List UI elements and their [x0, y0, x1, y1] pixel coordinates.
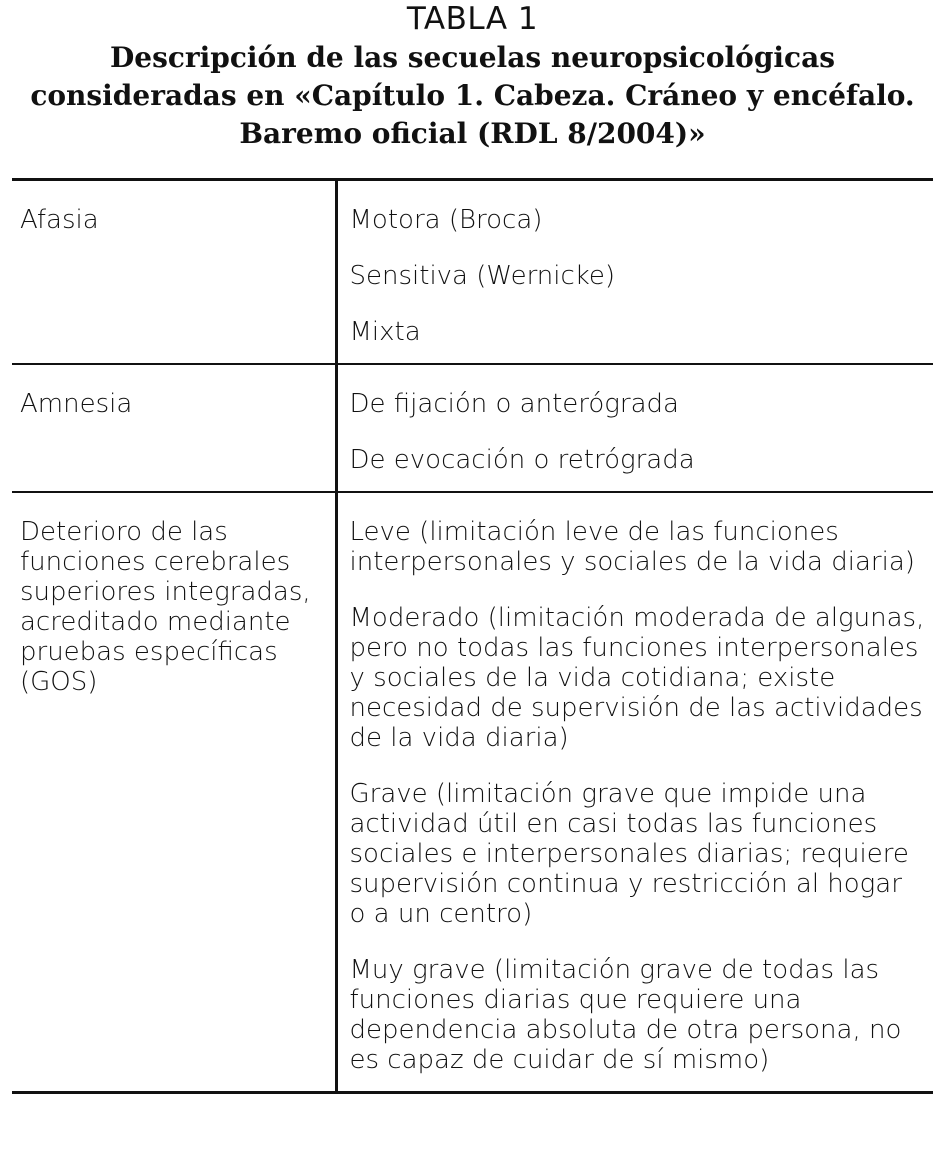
category-cell	[12, 492, 336, 1091]
table-row-amnesia	[12, 364, 933, 492]
table-number: TABLA 1	[406, 1, 539, 37]
table-item: Mixta	[349, 317, 421, 347]
table-item: Grave (limitación grave que impide una actividad útil en casi todas las funciones sociales e interpersonales diarias; requiere supervisión continua y restricción al hogar o a un centro)	[349, 779, 909, 929]
items-cell	[336, 364, 933, 492]
table-item: Leve (limitación leve de las funciones interpersonales y sociales de la vida diaria)	[349, 517, 915, 577]
category-label: Amnesia	[20, 389, 133, 419]
category-cell	[12, 364, 336, 492]
items-cell	[336, 181, 933, 364]
table-row-afasia	[12, 181, 933, 364]
table-item: Moderado (limitación moderada de algunas, pero no todas las funciones interpersonales y sociales de la vida cotidiana; existe necesidad de supervisión de las actividades de la vida diaria)	[349, 603, 925, 753]
table-item: Motora (Broca)	[349, 205, 543, 235]
table-item: Muy grave (limitación grave de todas las funciones diarias que requiere una dependencia absoluta de otra persona, no es capaz de cuidar de sí mismo)	[349, 955, 902, 1075]
table-item: De fijación o anterógrada	[349, 389, 679, 419]
table-title: Descripción de las secuelas neuropsicológicas consideradas en «Capítulo 1. Cabeza. Cráneo y encéfalo. Baremo oficial (RDL 8/2004)»	[30, 41, 915, 150]
category-label: Deterioro de las funciones cerebrales superiores integradas, acreditado mediante pruebas específicas (GOS)	[20, 517, 311, 697]
category-label: Afasia	[20, 205, 99, 235]
table-row-deterioro	[12, 492, 933, 1091]
table-item: De evocación o retrógrada	[349, 445, 695, 475]
category-cell	[12, 181, 336, 364]
items-cell	[336, 492, 933, 1091]
table-item: Sensitiva (Wernicke)	[349, 261, 616, 291]
sequelae-table	[12, 178, 933, 1094]
